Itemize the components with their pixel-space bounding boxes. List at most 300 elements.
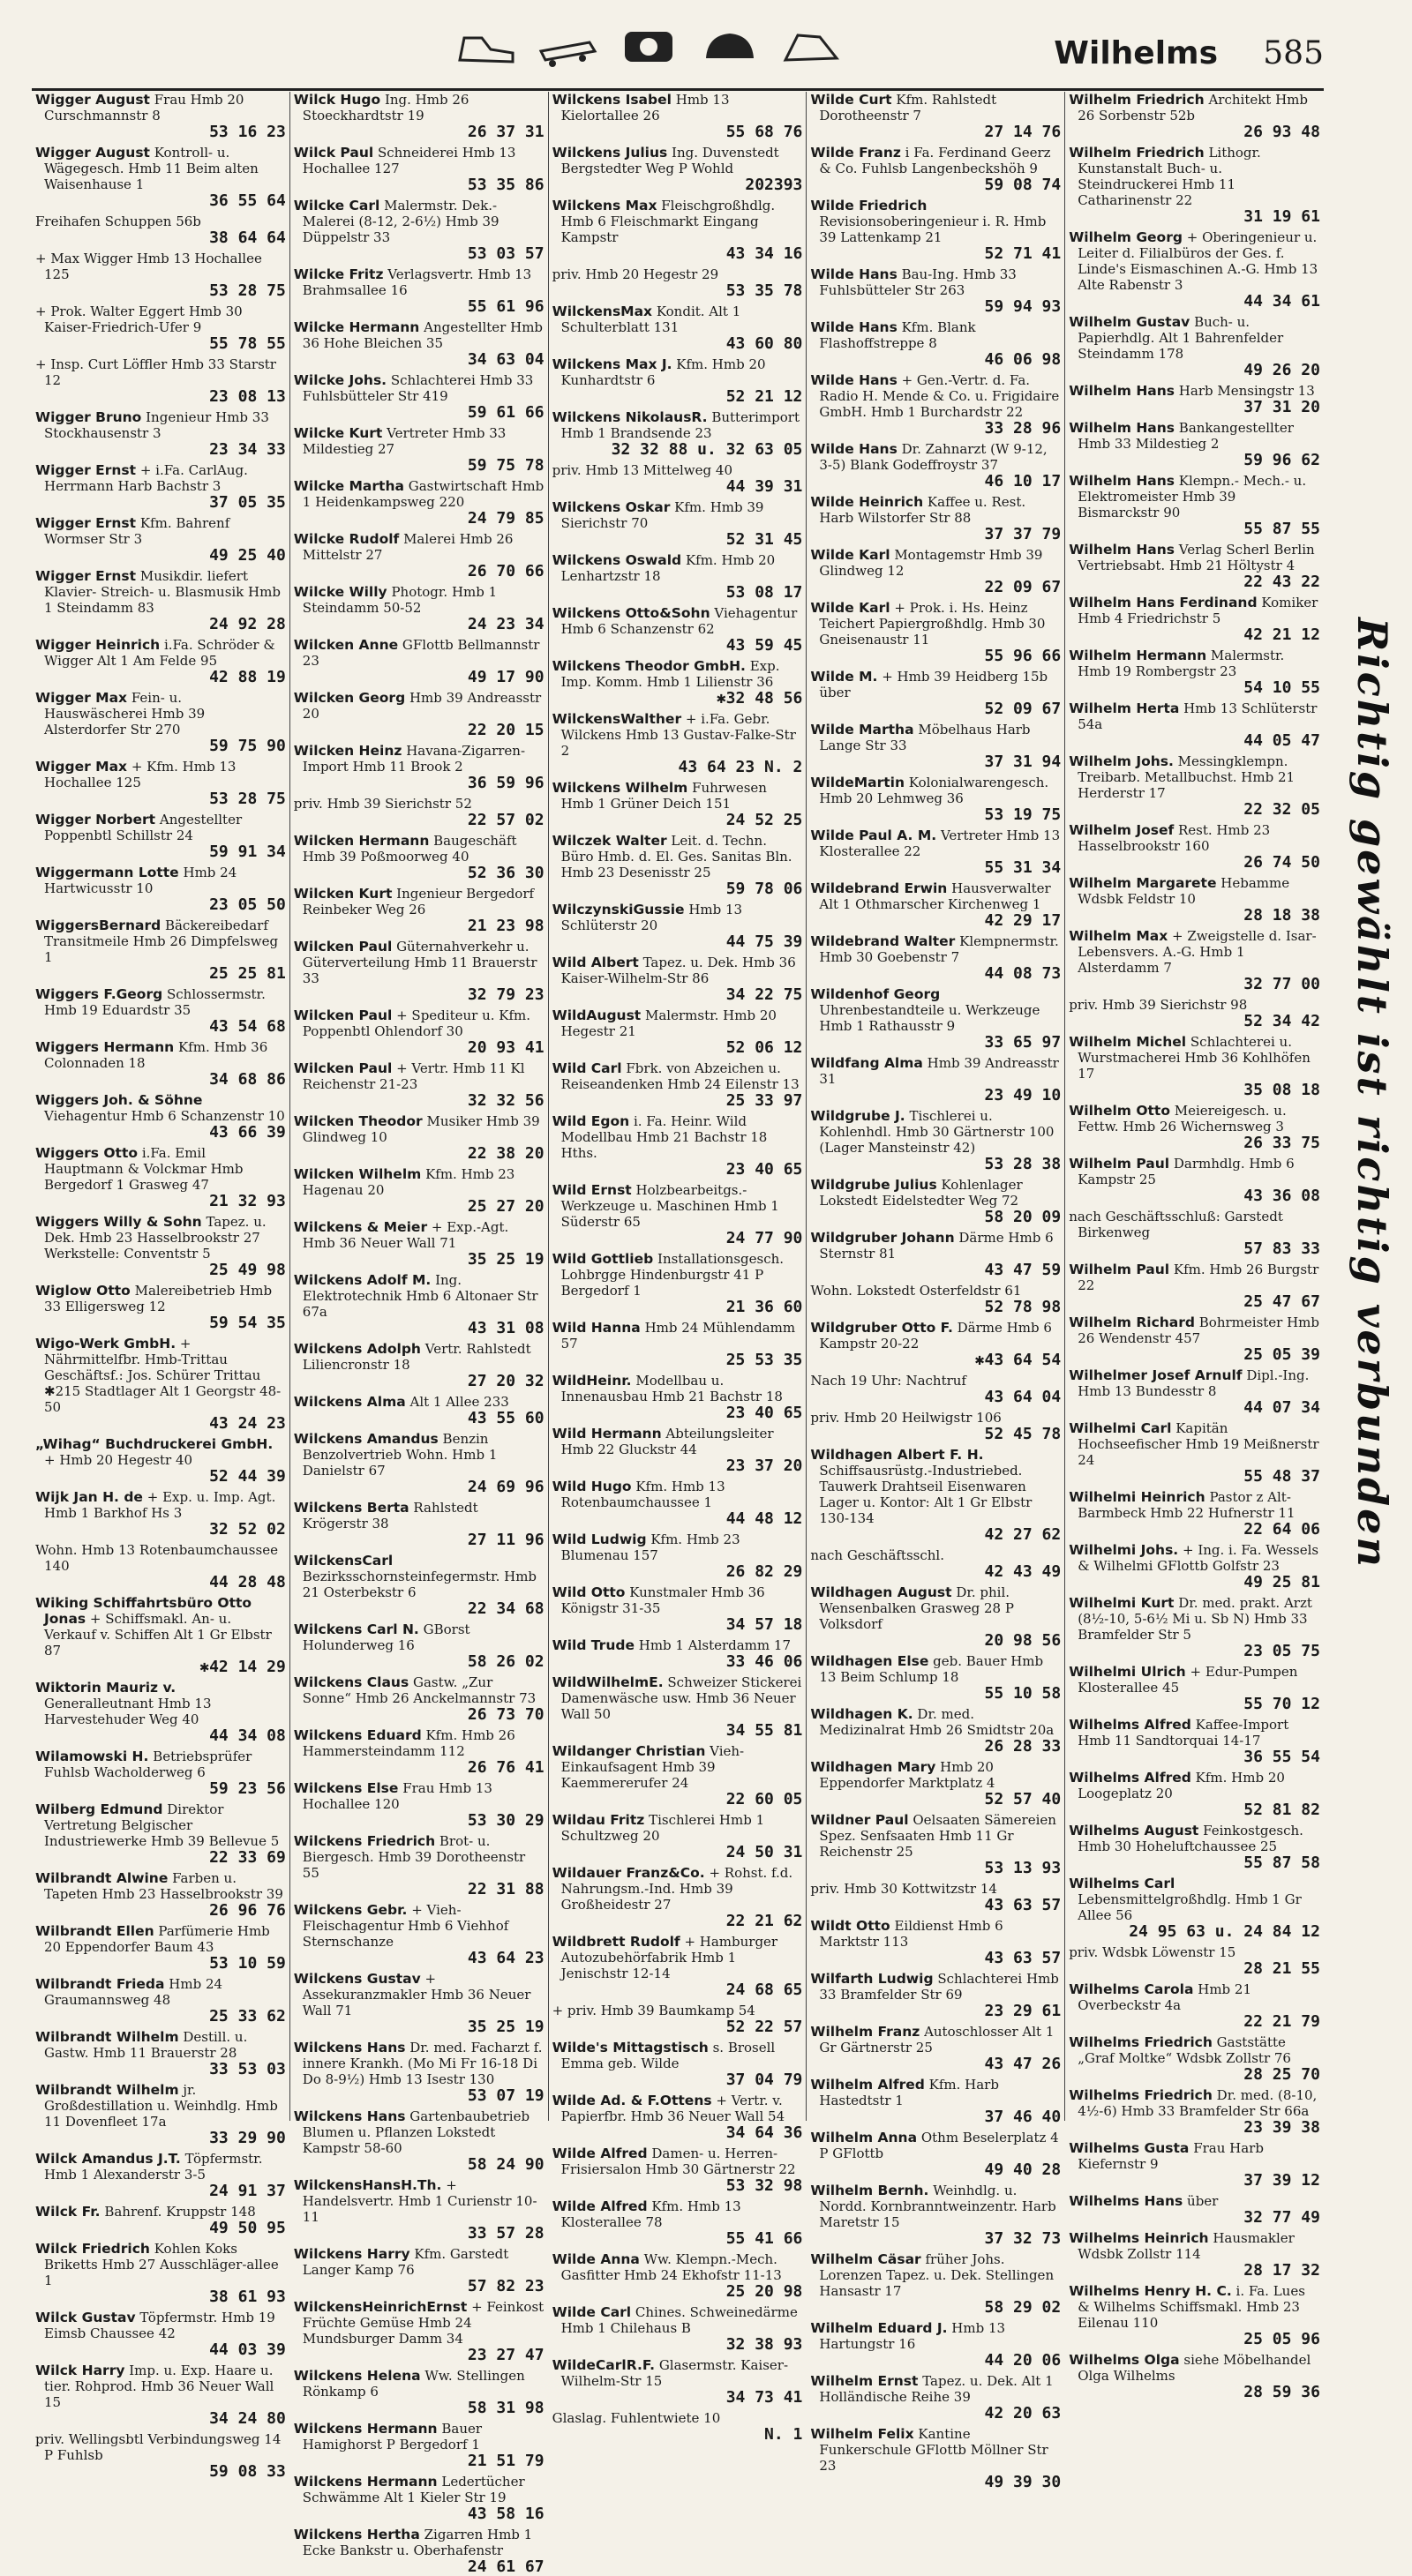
entry-name: Wilckens Adolph <box>293 1341 421 1357</box>
entry-details: Verlagsvertr. Hmb 13 Brahmsallee 16 <box>302 266 532 298</box>
entry-phone-number: 36 55 54 <box>1243 1748 1320 1766</box>
directory-entry <box>294 1971 545 2036</box>
entry-phone-number: 20 93 41 <box>467 1038 545 1057</box>
entry-phone-number: 22 64 06 <box>1243 1520 1320 1539</box>
entry-phone-number: 31 19 61 <box>1243 207 1320 226</box>
directory-entry <box>552 1060 803 1110</box>
entry-phone-number: 42 21 12 <box>1243 625 1320 644</box>
entry-phone-number: 26 33 75 <box>1243 1134 1320 1152</box>
entry-phone-number: 28 25 70 <box>1243 2065 1320 2084</box>
entry-details: Hausverwalter Alt 1 Othmarscher Kirchenweg 1 <box>819 880 1051 912</box>
entry-name: Wilckens Max J. <box>552 356 672 372</box>
entry-details: Malermstr. Dek.-Malerei (8-12, 2-6½) Hmb 39 Düppelstr 33 <box>302 198 499 245</box>
entry-name: Wilbrandt Wilhelm <box>35 2082 179 2098</box>
entry-details: Fbrk. von Abzeichen u. Reiseandenken Hmb 24 Eilenstr 13 <box>560 1060 800 1092</box>
entry-name: Wilde Anna <box>552 2251 640 2267</box>
entry-name: Wilhelm Paul <box>1069 1156 1170 1172</box>
entry-phone-number: 25 33 97 <box>725 1091 803 1110</box>
entry-phone-number: 52 45 78 <box>984 1425 1062 1443</box>
entry-phone-number: 43 60 80 <box>725 334 803 353</box>
entry-name: Wildebrand Walter <box>810 933 956 949</box>
directory-entry <box>35 92 286 141</box>
entry-name: Wilckens Theodor GmbH. <box>552 658 746 674</box>
directory-entry <box>552 1584 803 1634</box>
directory-entry <box>294 1500 545 1549</box>
entry-name: Wilckens Max <box>552 198 657 213</box>
entry-details: Fuhrwesen Hmb 1 Grüner Deich 151 <box>560 780 767 812</box>
entry-phone-number: 24 77 90 <box>725 1229 803 1247</box>
entry-phone-number: 43 66 39 <box>209 1123 286 1142</box>
entry-phone-number: 32 32 88 u. 32 63 05 <box>611 440 803 459</box>
entry-name: Wilhelms Gusta <box>1069 2140 1190 2156</box>
entry-name: Wilbrandt Alwine <box>35 1870 169 1886</box>
entry-details: Schlachterei u. Wurstmacherei Hmb 36 Kohlhöfen 17 <box>1078 1034 1311 1082</box>
entry-phone-number: 55 87 55 <box>1243 520 1320 538</box>
entry-name: Wildner Paul <box>810 1812 909 1828</box>
directory-entry <box>810 2183 1061 2248</box>
directory-entry <box>1069 1542 1320 1591</box>
entry-details: Lebensmittelgroßhdlg. Hmb 1 Gr Allee 56 <box>1078 1891 1302 1923</box>
entry-phone-number: 52 31 45 <box>725 530 803 549</box>
entry-details: Därme Hmb 6 Sternstr 81 <box>819 1230 1054 1262</box>
entry-name: Wilckens Gebr. <box>293 1902 408 1918</box>
entry-phone-number: 43 36 08 <box>1243 1187 1320 1205</box>
entry-details: Buch- u. Papierhdlg. Alt 1 Bahrenfelder Steindamm 178 <box>1078 314 1284 362</box>
entry-phone-number: 28 18 38 <box>1243 906 1320 925</box>
entry-phone-number: 44 03 39 <box>209 2340 286 2359</box>
entry-phone-number: 37 04 79 <box>725 2071 803 2089</box>
entry-phone-number: 46 10 17 <box>984 472 1062 490</box>
directory-entry <box>35 213 286 247</box>
entry-phone-number: 33 57 28 <box>467 2224 545 2243</box>
entry-name: Wildhagen August <box>810 1584 952 1600</box>
entry-phone-number: 43 63 57 <box>984 1896 1062 1914</box>
entry-phone-number: 43 64 04 <box>984 1388 1062 1406</box>
directory-entry <box>294 1007 545 1057</box>
entry-name: Wilhelms Friedrich <box>1069 2087 1213 2103</box>
entry-details: Harb Mensingstr 13 <box>1178 383 1315 399</box>
entry-name: Wilcke Johs. <box>293 372 387 388</box>
entry-details: Damen- u. Herren-Frisiersalon Hmb 30 Gärtnerstr 22 <box>560 2145 796 2177</box>
directory-entry <box>294 92 545 141</box>
entry-phone-number: 28 59 36 <box>1243 2383 1320 2401</box>
entry-details: + i.Fa. CarlAug. Herrmann Harb Bachstr 3 <box>44 462 248 494</box>
entry-details: + Gen.-Vertr. d. Fa. Radio H. Mende & Co. u. Frigidaire GmbH. Hmb 1 Burchardstr 22 <box>819 372 1060 420</box>
directory-entry <box>294 1553 545 1618</box>
entry-phone-number: 37 37 79 <box>984 525 1062 543</box>
skate-icon <box>537 25 598 69</box>
entry-name: Wilckens Carl N. <box>293 1621 419 1637</box>
directory-entry <box>552 1426 803 1475</box>
entry-name: Wildgrube J. <box>810 1108 905 1124</box>
entry-phone-number: 24 91 37 <box>209 2182 286 2200</box>
entry-name: Wilhelm Hans <box>1069 420 1175 436</box>
directory-entry <box>294 796 545 829</box>
directory-entry <box>810 145 1061 194</box>
entry-details: Kfm. Hmb 20 Loogeplatz 20 <box>1078 1770 1285 1801</box>
entry-phone-number: 42 88 19 <box>209 668 286 686</box>
entry-phone-number: 25 20 98 <box>725 2282 803 2301</box>
directory-entry <box>294 690 545 739</box>
entry-details: + Spediteur u. Kfm. Poppenbtl Ohlendorf 30 <box>302 1007 531 1039</box>
entry-details: Kfm. Hmb 20 Lenhartzstr 18 <box>560 552 776 584</box>
directory-entry <box>35 1436 286 1486</box>
directory-entry <box>1069 1823 1320 1872</box>
directory-entry <box>294 1780 545 1830</box>
entry-details: Dr. med. Facharzt f. innere Krankh. (Mo Mi Fr 16-18 Di Do 8-9½) Hmb 13 Isestr 130 <box>302 2040 543 2087</box>
entry-phone-number: 25 05 96 <box>1243 2330 1320 2348</box>
entry-details: Pastor z Alt-Barmbeck Hmb 22 Hufnerstr 11 <box>1078 1489 1296 1521</box>
side-slogan: Richtig gewählt ist richtig verbunden <box>1348 618 1396 1569</box>
directory-entry <box>35 690 286 755</box>
entry-phone-number: 53 03 57 <box>467 244 545 263</box>
entry-details: + Hmb 39 Heidberg 15b über <box>819 669 1048 700</box>
entry-details: Hmb 13 Schlüterstr 54a <box>1078 700 1318 732</box>
directory-entry <box>552 462 803 496</box>
directory-entry <box>810 441 1061 490</box>
entry-details: Kfm. Blank Flashoffstreppe 8 <box>819 319 976 351</box>
entry-name: Wilde Ad. & F.Ottens <box>552 2093 712 2108</box>
entry-details: + Vieh-Fleischagentur Hmb 6 Viehhof Sternschanze <box>302 1902 509 1950</box>
entry-details: + Feinkost Früchte Gemüse Hmb 24 Mundsburger Damm 34 <box>302 2299 545 2347</box>
entry-name: Wilcke Willy <box>293 584 387 600</box>
entry-name: Wilbrandt Wilhelm <box>35 2029 179 2045</box>
entry-details: Komiker Hmb 4 Friedrichstr 5 <box>1078 595 1318 626</box>
entry-name: Wildbrett Rudolf <box>552 1934 680 1950</box>
entry-phone-number: 58 20 09 <box>984 1208 1062 1226</box>
entry-details: Architekt Hmb 26 Sorbenstr 52b <box>1078 92 1309 124</box>
directory-column-1 <box>32 92 290 2481</box>
entry-name: Wilbrandt Ellen <box>35 1923 154 1939</box>
entry-name: WilckensCarl <box>293 1553 394 1569</box>
directory-entry <box>1069 1876 1320 1941</box>
directory-entry <box>1069 2140 1320 2190</box>
entry-name: WilckensWalther <box>552 711 682 727</box>
entry-name: Wilck Gustav <box>35 2310 136 2325</box>
entry-name: WildHeinr. <box>552 1373 632 1389</box>
entry-name: WildWilhelmE. <box>552 1674 664 1690</box>
entry-details: Benzin Benzolvertrieb Wohn. Hmb 1 Danielstr 67 <box>302 1431 498 1479</box>
entry-name: WildeCarlR.F. <box>552 2357 656 2373</box>
entry-details: + Edur-Pumpen Klosterallee 45 <box>1078 1664 1298 1696</box>
entry-name: Wild Otto <box>552 1584 626 1600</box>
entry-phone-number: 25 33 62 <box>209 2007 286 2026</box>
directory-entry <box>294 319 545 369</box>
directory-entry <box>552 1251 803 1316</box>
directory-entry <box>552 1531 803 1581</box>
directory-entry <box>35 1542 286 1591</box>
entry-details: Ingenieur Hmb 33 Stockhausenstr 3 <box>44 409 269 441</box>
entry-phone-number: 59 54 35 <box>209 1314 286 1332</box>
entry-details: Gaststätte „Graf Moltke“ Wdsbk Zollstr 76 <box>1078 2034 1291 2066</box>
entry-details: Kondit. Alt 1 Schulterblatt 131 <box>560 303 741 335</box>
directory-column-3 <box>549 92 807 2444</box>
entry-phone-number: 59 61 66 <box>467 403 545 422</box>
entry-name: Wilhelmi Carl <box>1069 1420 1172 1436</box>
directory-entry <box>1069 1944 1320 1978</box>
entry-details: Kunstmaler Hmb 36 Königstr 31-35 <box>560 1584 765 1616</box>
entry-phone-number: 22 21 79 <box>1243 2012 1320 2031</box>
entry-details: priv. Hmb 20 Hegestr 29 <box>552 266 719 282</box>
entry-details: + Prok. Walter Eggert Hmb 30 Kaiser-Friedrich-Ufer 9 <box>35 303 243 335</box>
entry-phone-number: 35 25 19 <box>467 2018 545 2036</box>
entry-details: Malerei Hmb 26 Mittelstr 27 <box>302 531 514 563</box>
entry-phone-number: 53 08 17 <box>725 583 803 602</box>
directory-entry <box>1069 928 1320 993</box>
directory-entry <box>1069 2087 1320 2137</box>
directory-entry <box>810 2130 1061 2179</box>
directory-entry <box>552 955 803 1004</box>
entry-details: i Fa. Ferdinand Geerz & Co. Fuhlsb Langenbeckshöh 9 <box>819 145 1051 176</box>
directory-entry <box>810 1108 1061 1173</box>
directory-entry <box>35 2241 286 2306</box>
entry-details: Hmb 13 Schlüterstr 20 <box>560 902 743 933</box>
entry-name: „Wihag“ Buchdruckerei GmbH. <box>35 1436 274 1452</box>
entry-name: Wilckens Else <box>293 1780 399 1796</box>
entry-phone-number: 23 37 20 <box>725 1456 803 1475</box>
entry-details: Ww. Stellingen Rönkamp 6 <box>302 2368 525 2400</box>
directory-entry <box>294 372 545 422</box>
entry-details: Güternahverkehr u. Güterverteilung Hmb 11 Brauerstr 33 <box>302 939 537 986</box>
directory-entry <box>294 833 545 882</box>
entry-name: Wilhelm Michel <box>1069 1034 1187 1050</box>
entry-name: Wilckens Eduard <box>293 1727 422 1743</box>
entry-phone-number: 53 16 23 <box>209 123 286 141</box>
entry-name: Wilcke Rudolf <box>293 531 400 547</box>
entry-name: Wigo-Werk GmbH. <box>35 1336 176 1352</box>
entry-name: Wilckens Otto&Sohn <box>552 605 710 621</box>
entry-phone-number: 23 49 10 <box>984 1086 1062 1105</box>
entry-phone-number: 25 53 35 <box>725 1351 803 1369</box>
directory-entry <box>1069 1262 1320 1311</box>
entry-details: Tischlerei Hmb 1 Schultzweg 20 <box>560 1812 765 1844</box>
entry-name: Wilckens Oswald <box>552 552 682 568</box>
entry-phone-number: 22 32 05 <box>1243 800 1320 819</box>
entry-details: geb. Bauer Hmb 13 Beim Schlump 18 <box>819 1653 1044 1685</box>
entry-name: WiggersBernard <box>35 917 161 933</box>
entry-details: Frau Hmb 13 Hochallee 120 <box>302 1780 492 1812</box>
directory-entry <box>552 1479 803 1528</box>
directory-entry <box>1069 420 1320 469</box>
directory-entry <box>810 372 1061 438</box>
entry-phone-number: 32 77 49 <box>1243 2208 1320 2227</box>
coin-box-icon <box>618 25 680 69</box>
entry-name: Wilcken Paul <box>293 939 393 955</box>
entry-details: Hmb 24 Mühlendamm 57 <box>560 1320 796 1352</box>
entry-name: Wiggermann Lotte <box>35 865 179 880</box>
entry-phone-number: 43 58 16 <box>467 2505 545 2523</box>
entry-name: Wilde Alfred <box>552 2198 648 2214</box>
entry-name: Wilckens Hermann <box>293 2474 438 2490</box>
entry-name: Wildhagen Mary <box>810 1759 936 1775</box>
directory-entry <box>294 1113 545 1163</box>
entry-phone-number: 44 75 39 <box>725 932 803 951</box>
entry-details: Angestellter Hmb 36 Hohe Bleichen 35 <box>302 319 544 351</box>
entry-details: Vertreter Hmb 33 Mildestieg 27 <box>302 425 507 457</box>
entry-name: Wilhelm Paul <box>1069 1262 1170 1277</box>
directory-entry <box>1069 145 1320 226</box>
directory-entry <box>35 2029 286 2078</box>
directory-column-5 <box>1065 92 1324 2401</box>
entry-details: Kolonialwarengesch. Hmb 20 Lehmweg 36 <box>819 775 1049 806</box>
entry-name: Wilhelm Ernst <box>810 2373 919 2389</box>
directory-entry <box>552 1007 803 1057</box>
entry-name: Wilhelm Hermann <box>1069 648 1207 663</box>
directory-entry <box>1069 595 1320 644</box>
directory-entry <box>552 2357 803 2407</box>
directory-entry <box>35 409 286 459</box>
entry-name: Wigger Norbert <box>35 812 156 827</box>
entry-name: Wigger Max <box>35 690 128 706</box>
entry-phone-number: 59 94 93 <box>984 297 1062 316</box>
entry-details: + Ing. i. Fa. Wessels & Wilhelmi GFlottb Golfstr 23 <box>1078 1542 1319 1574</box>
entry-details: früher Johs. Lorenzen Tapez. u. Dek. Stellingen Hansastr 17 <box>819 2251 1055 2299</box>
directory-entry <box>552 2304 803 2354</box>
entry-details: Gastwirtschaft Hmb 1 Heidenkampsweg 220 <box>302 478 545 510</box>
entry-name: Wilckens Oskar <box>552 499 671 515</box>
entry-details: Alt 1 Allee 233 <box>409 1394 509 1410</box>
entry-name: Wilde's Mittagstisch <box>552 2040 709 2056</box>
entry-details: Modellbau u. Innenausbau Hmb 21 Bachstr 18 <box>560 1373 783 1404</box>
entry-name: Wilde Karl <box>810 547 890 563</box>
entry-name: Wiggers Joh. & Söhne <box>35 1092 203 1108</box>
entry-details: Kfm. Hmb 23 Hagenau 20 <box>302 1166 515 1198</box>
directory-entry <box>35 1336 286 1433</box>
entry-phone-number: 49 26 20 <box>1243 361 1320 379</box>
entry-phone-number: 24 95 63 u. 24 84 12 <box>1129 1922 1320 1941</box>
directory-entry <box>35 462 286 512</box>
entry-name: Wild Hugo <box>552 1479 632 1494</box>
entry-details: Dr. Zahnarzt (W 9-12, 3-5) Blank Godeffroystr 37 <box>819 441 1048 473</box>
entry-details: Malereibetrieb Hmb 33 Elligersweg 12 <box>44 1283 273 1314</box>
entry-phone-number: 202393 <box>745 176 803 194</box>
entry-details: Kfm. Garstedt Langer Kamp 76 <box>302 2246 509 2278</box>
entry-phone-number: 26 74 50 <box>1243 853 1320 872</box>
entry-details: Nach 19 Uhr: Nachtruf <box>810 1373 966 1389</box>
entry-phone-number: 44 28 48 <box>209 1573 286 1591</box>
entry-phone-number: 22 21 62 <box>725 1912 803 1930</box>
directory-entry <box>1069 542 1320 591</box>
entry-details: Exp. Imp. Komm. Hmb 1 Lilienstr 36 <box>560 658 780 690</box>
directory-entry <box>810 2373 1061 2422</box>
entry-name: Wilhelm Hans <box>1069 473 1175 489</box>
directory-entry <box>1069 997 1320 1030</box>
directory-entry <box>810 669 1061 718</box>
entry-name: Wilczek Walter <box>552 833 667 849</box>
entry-name: Wiggers Hermann <box>35 1039 175 1055</box>
directory-entry <box>810 266 1061 316</box>
entry-phone-number: 53 28 75 <box>209 790 286 808</box>
entry-phone-number: 59 96 62 <box>1243 451 1320 469</box>
entry-phone-number: 22 34 68 <box>467 1599 545 1618</box>
entry-details: + Hmb 20 Hegestr 40 <box>44 1452 193 1468</box>
entry-details: Installationsgesch. Lohbrgge Hindenburgstr 41 P Bergedorf 1 <box>560 1251 785 1299</box>
entry-details: Abteilungsleiter Hmb 22 Gluckstr 44 <box>560 1426 774 1457</box>
entry-details: Bauer Hamighorst P Bergedorf 1 <box>302 2421 483 2452</box>
page-keyword: Wilhelms <box>1054 35 1218 71</box>
entry-phone-number: 49 50 95 <box>209 2219 286 2237</box>
entry-details: Kfm. Hmb 26 Burgstr 22 <box>1078 1262 1319 1293</box>
entry-name: Wilhelmi Ulrich <box>1069 1664 1186 1680</box>
entry-name: Wildgrube Julius <box>810 1177 937 1193</box>
entry-name: Wigger Ernst <box>35 568 137 584</box>
entry-name: Wilhelm Max <box>1069 928 1168 944</box>
directory-entry <box>294 2299 545 2364</box>
entry-phone-number: 25 27 20 <box>467 1197 545 1216</box>
entry-details: Hmb 21 Overbeckstr 4a <box>1078 1981 1251 2013</box>
entry-name: Wilhelms August <box>1069 1823 1199 1838</box>
entry-details: Schweizer Stickerei Damenwäsche usw. Hmb 36 Neuer Wall 50 <box>560 1674 802 1722</box>
entry-details: Hmb 13 Hartungstr 16 <box>819 2320 1006 2352</box>
entry-phone-number: 52 57 40 <box>984 1790 1062 1808</box>
entry-name: Wilhelms Friedrich <box>1069 2034 1213 2050</box>
directory-entry <box>35 865 286 914</box>
entry-details: priv. Wellingsbtl Verbindungsweg 14 P Fuhlsb <box>35 2431 282 2463</box>
entry-details: Kfm. Hmb 36 Colonnaden 18 <box>44 1039 268 1071</box>
entry-details: Bankangestellter Hmb 33 Mildestieg 2 <box>1078 420 1294 452</box>
directory-entry <box>294 743 545 792</box>
directory-entry <box>552 1743 803 1808</box>
entry-phone-number: 23 29 61 <box>984 2002 1062 2020</box>
entry-phone-number: 25 25 81 <box>209 964 286 983</box>
directory-entry <box>552 356 803 406</box>
entry-phone-number: 43 47 26 <box>984 2055 1062 2073</box>
directory-entry <box>35 2310 286 2359</box>
entry-phone-number: 35 08 18 <box>1243 1081 1320 1099</box>
entry-phone-number: 55 68 76 <box>725 123 803 141</box>
directory-entry <box>294 478 545 528</box>
entry-phone-number: 26 96 76 <box>209 1901 286 1920</box>
entry-phone-number: 32 79 23 <box>467 985 545 1004</box>
entry-details: Kfm. Hmb 39 Sierichstr 70 <box>560 499 764 531</box>
entry-details: Töpfermstr. Hmb 19 Eimsb Chaussee 42 <box>44 2310 275 2341</box>
directory-entry <box>1069 92 1320 141</box>
entry-name: Wilde Hans <box>810 372 898 388</box>
entry-phone-number: 25 47 67 <box>1243 1292 1320 1311</box>
entry-name: Wilhelm Hans <box>1069 383 1175 399</box>
entry-details: + Schiffsmakl. An- u. Verkauf v. Schiffen Alt 1 Gr Elbstr 87 <box>44 1611 272 1659</box>
entry-name: Wigger Ernst <box>35 515 137 531</box>
entry-phone-number: N. 1 <box>764 2425 803 2444</box>
entry-name: Wilhelm Cäsar <box>810 2251 921 2267</box>
directory-entry <box>35 1214 286 1279</box>
directory-entry <box>1069 700 1320 750</box>
directory-entry <box>1069 1156 1320 1205</box>
directory-entry <box>810 198 1061 263</box>
entry-details: Ing. Duvenstedt Bergstedter Weg P Wohld <box>560 145 779 176</box>
directory-entry <box>552 92 803 141</box>
directory-entry <box>35 1870 286 1920</box>
entry-name: WilckensHeinrichErnst <box>293 2299 468 2315</box>
entry-phone-number: 46 06 98 <box>984 350 1062 369</box>
entry-details: + Zweigstelle d. Isar-Lebensvers. A.-G. Hmb 1 Alsterdamm 7 <box>1078 928 1317 976</box>
entry-name: Wilhelm Josef <box>1069 822 1175 838</box>
entry-name: Wilde Friedrich <box>810 198 928 213</box>
entry-phone-number: 43 64 23 N. 2 <box>678 758 803 776</box>
entry-name: Wiktorin Mauriz v. <box>35 1680 176 1696</box>
entry-name: Wigger August <box>35 145 150 161</box>
entry-phone-number: 53 28 38 <box>984 1155 1062 1173</box>
entry-phone-number: 43 24 23 <box>209 1414 286 1433</box>
entry-name: Wigger Max <box>35 759 128 775</box>
entry-details: Vertreter Hmb 13 Klosterallee 22 <box>819 827 1061 859</box>
entry-name: Wilckens Friedrich <box>293 1833 436 1849</box>
directory-entry <box>810 722 1061 771</box>
entry-phone-number: 24 61 67 <box>467 2557 545 2576</box>
entry-name: Wigger Heinrich <box>35 637 161 653</box>
entry-name: Wilde Paul A. M. <box>810 827 937 843</box>
entry-phone-number: 34 55 81 <box>725 1721 803 1740</box>
